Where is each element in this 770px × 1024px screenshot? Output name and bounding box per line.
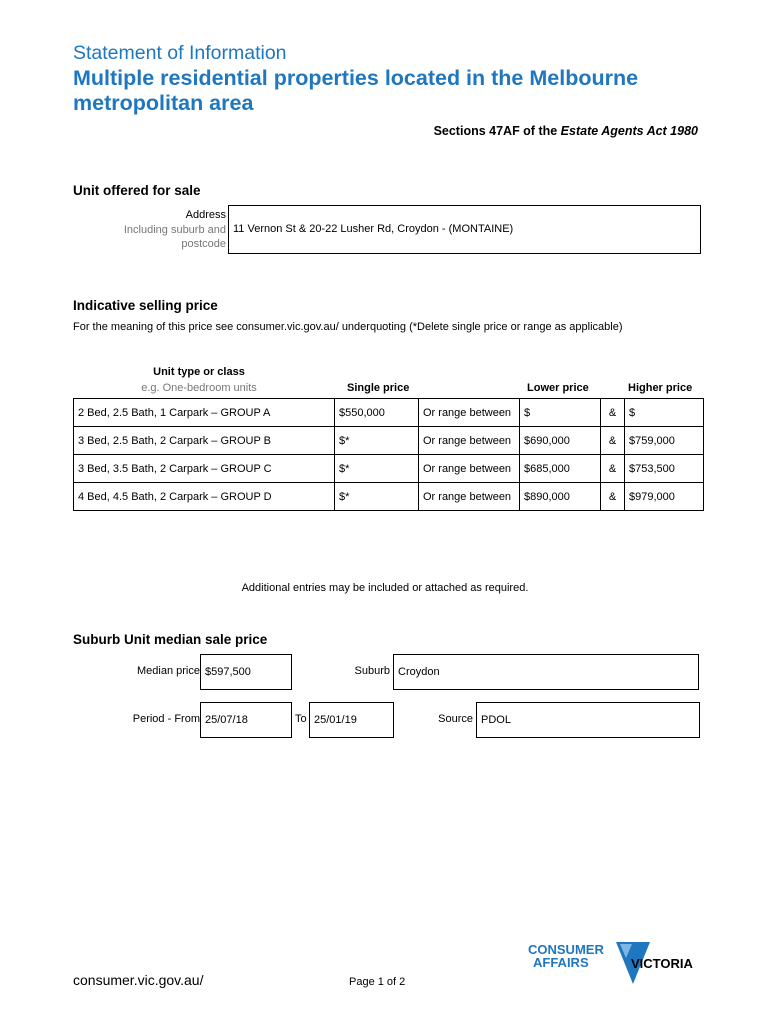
range-label-cell: Or range between <box>419 483 520 511</box>
range-label-cell: Or range between <box>419 399 520 427</box>
median-price-field[interactable] <box>200 654 292 690</box>
unit-type-cell[interactable]: 3 Bed, 3.5 Bath, 2 Carpark – GROUP C <box>74 455 335 483</box>
period-from-label: Period - From <box>132 713 200 725</box>
footer-url[interactable]: consumer.vic.gov.au/ <box>73 972 204 988</box>
ampersand-cell: & <box>601 483 625 511</box>
address-label-line3: postcode <box>181 238 226 250</box>
period-to-field[interactable] <box>309 702 394 738</box>
unit-type-cell[interactable]: 4 Bed, 4.5 Bath, 2 Carpark – GROUP D <box>74 483 335 511</box>
logo-line1: CONSUMER <box>528 942 604 957</box>
logo-line2: AFFAIRS <box>533 955 589 970</box>
higher-price-cell[interactable]: $979,000 <box>625 483 704 511</box>
source-label: Source <box>438 713 473 725</box>
col-higher-price: Higher price <box>628 382 693 394</box>
lower-price-cell[interactable]: $690,000 <box>520 427 601 455</box>
col-lower-price: Lower price <box>527 382 589 394</box>
col-unit-type: Unit type or class <box>153 366 245 378</box>
price-row <box>74 427 704 455</box>
source-field[interactable] <box>476 702 700 738</box>
col-single-price: Single price <box>347 382 410 394</box>
consumer-affairs-logo <box>528 940 703 990</box>
period-to-value: 25/01/19 <box>314 714 357 726</box>
higher-price-cell[interactable]: $759,000 <box>625 427 704 455</box>
address-label <box>124 208 226 252</box>
single-price-cell[interactable]: $550,000 <box>335 399 419 427</box>
price-row <box>74 483 704 511</box>
single-price-cell[interactable]: $* <box>335 455 419 483</box>
range-label-cell: Or range between <box>419 427 520 455</box>
price-row <box>74 455 704 483</box>
median-price-value: $597,500 <box>205 666 251 678</box>
source-value: PDOL <box>481 714 511 726</box>
single-price-cell[interactable]: $* <box>335 483 419 511</box>
ampersand-cell: & <box>601 455 625 483</box>
page-number: Page 1 of 2 <box>349 976 406 988</box>
address-label-line1: Address <box>185 209 226 221</box>
indicative-heading: Indicative selling price <box>73 298 218 313</box>
legislation-reference <box>434 124 698 138</box>
indicative-note: For the meaning of this price see consumer.vic.gov.au/ underquoting (*Delete single price or range as applicable) <box>73 321 623 333</box>
logo-line3: VICTORIA <box>631 956 693 971</box>
col-unit-example: e.g. One-bedroom units <box>141 382 257 394</box>
suburb-label: Suburb <box>354 665 390 677</box>
period-to-label: To <box>295 713 307 725</box>
median-heading: Suburb Unit median sale price <box>73 632 268 647</box>
period-from-field[interactable] <box>200 702 292 738</box>
ampersand-cell: & <box>601 399 625 427</box>
suburb-value: Croydon <box>398 666 440 678</box>
address-label-line2: Including suburb and <box>123 223 226 236</box>
range-label-cell: Or range between <box>419 455 520 483</box>
form-title: Statement of Information <box>73 42 287 64</box>
median-price-label: Median price <box>137 665 200 677</box>
higher-price-cell[interactable]: $753,500 <box>625 455 704 483</box>
additional-entries-note: Additional entries may be included or attached as required. <box>241 582 529 594</box>
price-table <box>73 398 704 511</box>
act-name: Estate Agents Act 1980 <box>560 124 698 138</box>
unit-type-cell[interactable]: 3 Bed, 2.5 Bath, 2 Carpark – GROUP B <box>74 427 335 455</box>
ampersand-cell: & <box>601 427 625 455</box>
address-field[interactable] <box>228 205 701 254</box>
lower-price-cell[interactable]: $ <box>520 399 601 427</box>
form-subtitle: Multiple residential properties located in the Melbourne metropolitan area <box>73 66 639 115</box>
price-row <box>74 399 704 427</box>
lower-price-cell[interactable]: $685,000 <box>520 455 601 483</box>
single-price-cell[interactable]: $* <box>335 427 419 455</box>
unit-offered-heading: Unit offered for sale <box>73 183 201 198</box>
address-value: 11 Vernon St & 20-22 Lusher Rd, Croydon - (MONTAINE) <box>233 223 514 235</box>
lower-price-cell[interactable]: $890,000 <box>520 483 601 511</box>
higher-price-cell[interactable]: $ <box>625 399 704 427</box>
suburb-field[interactable] <box>393 654 699 690</box>
unit-type-cell[interactable]: 2 Bed, 2.5 Bath, 1 Carpark – GROUP A <box>74 399 335 427</box>
period-from-value: 25/07/18 <box>205 714 248 726</box>
sections-prefix: Sections 47AF of the <box>433 124 561 138</box>
